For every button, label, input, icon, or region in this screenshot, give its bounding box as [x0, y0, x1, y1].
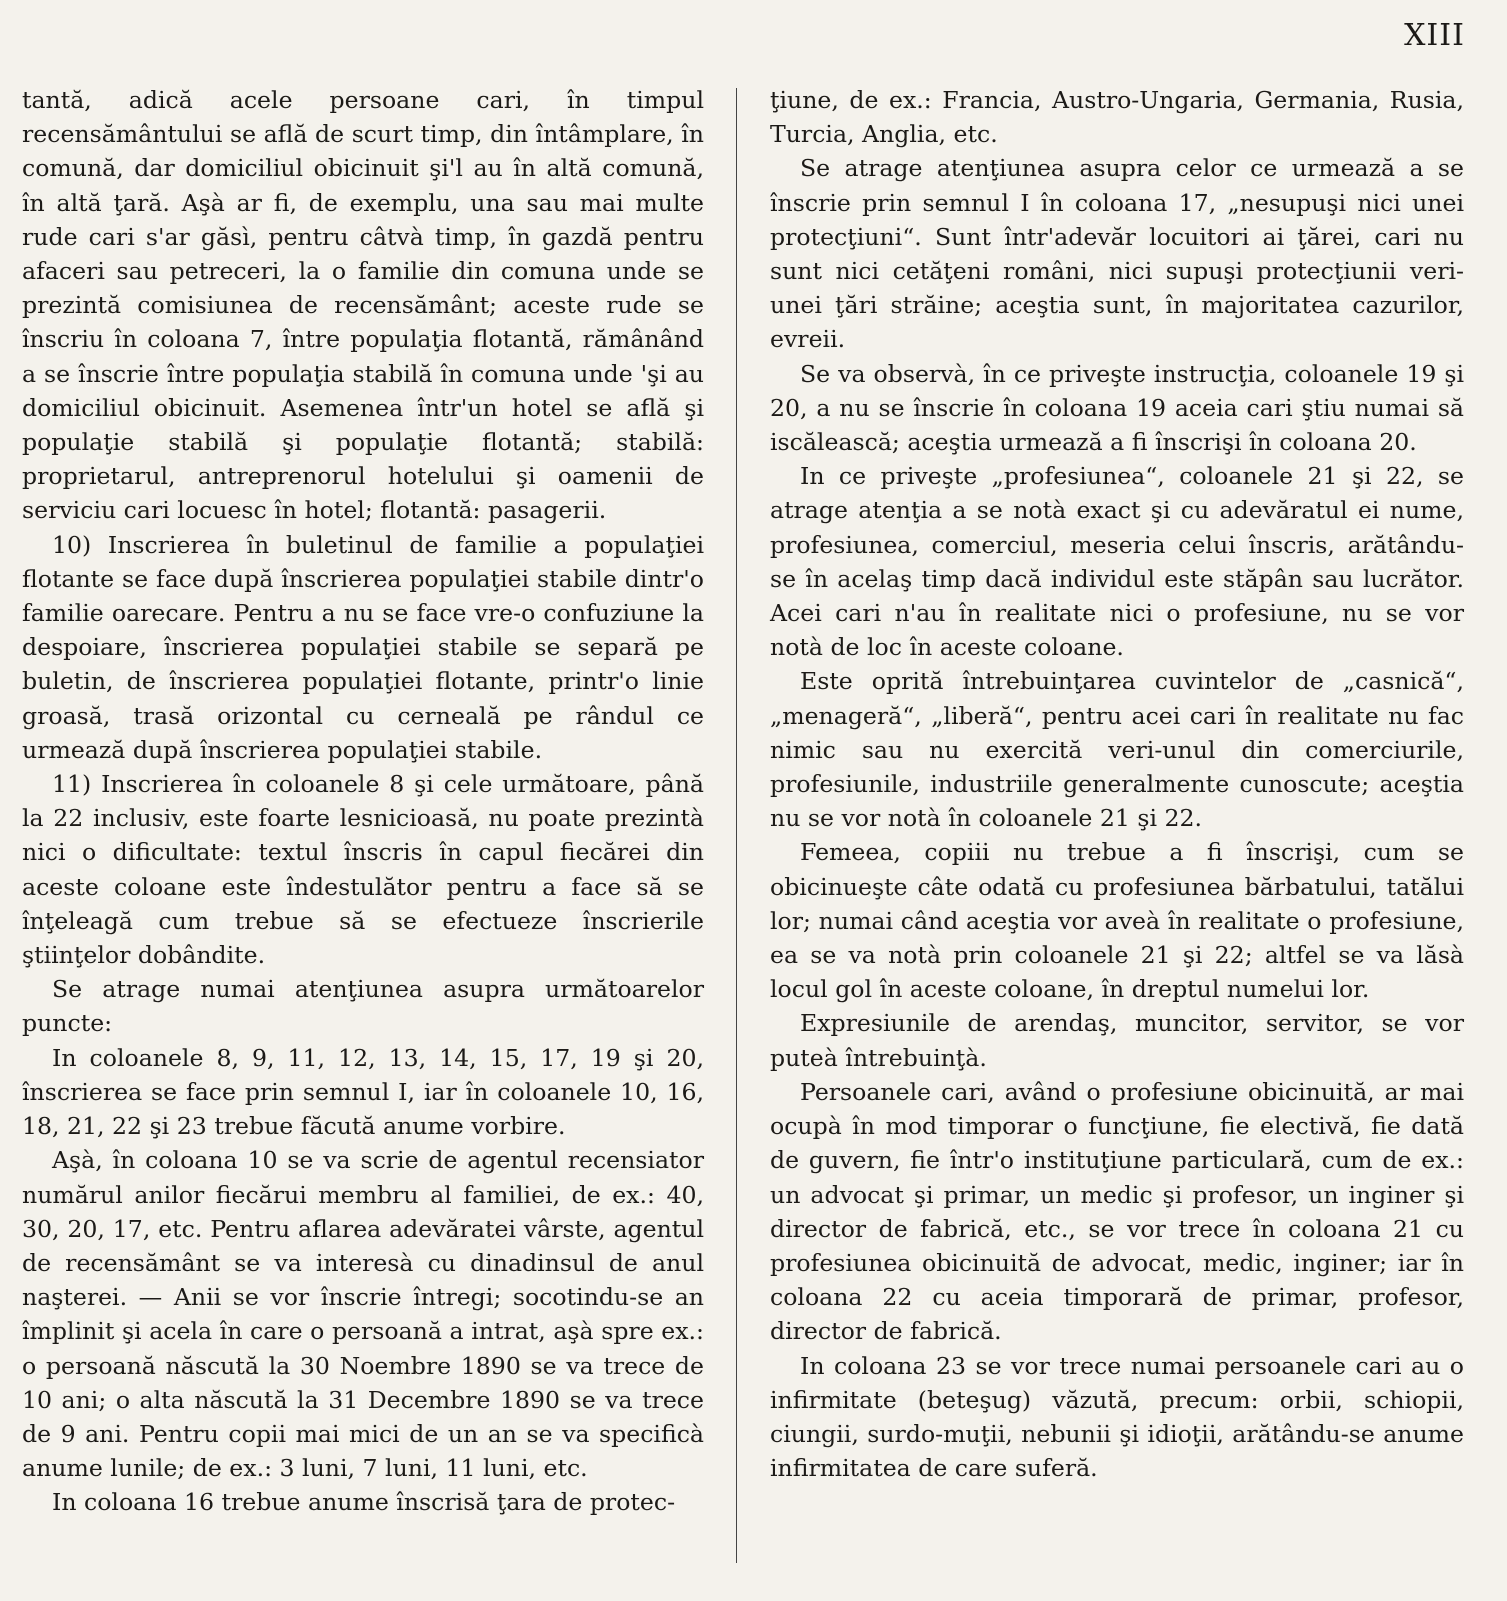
paragraph: Se atrage numai atenţiunea asupra următoarelor puncte:	[22, 975, 704, 1038]
paragraph: Persoanele cari, având o profesiune obicinuită, ar mai ocupà în mod timporar o funcţiune, fie electivă, fie dată de guvern, fie într'o instituţiune particulară, cum de ex.: un advocat şi primar, un medic şi profesor, un inginer şi director de fabrică, etc., se vor trece în coloana 21 cu profesiunea obicinuită de advocat, medic, inginer; iar în coloana 22 cu aceia timporară de primar, profesor, director de fabrică.	[770, 1077, 1464, 1346]
paragraph: Expresiunile de arendaş, muncitor, servitor, se vor puteà întrebuinţà.	[770, 1009, 1464, 1072]
paragraph: ţiune, de ex.: Francia, Austro-Ungaria, Germania, Rusia, Turcia, Anglia, etc.	[770, 86, 1464, 149]
paragraph: In coloana 16 trebue anume înscrisă ţara de protec-	[52, 1488, 676, 1517]
paragraph: Aşà, în coloana 10 se va scrie de agentul recensiator numărul anilor fiecărui membru al familiei, de ex.: 40, 30, 20, 17, etc. Pentru aflarea adevăratei vârste, agentul de recensământ se va interesà cu dinadinsul de anul naşterei. — Anii se vor înscrie întregi; socotindu-se an împlinit şi acela în care o persoană a intrat, aşà spre ex.: o persoană născută la 30 Noembre 1890 se va trece de 10 ani; o alta născută la 31 Decembre 1890 se va trece de 9 ani. Pentru copii mai mici de un an se va specificà anume lunile; de ex.: 3 luni, 7 luni, 11 luni, etc.	[22, 1146, 704, 1483]
right-column	[770, 83, 1464, 1485]
column-divider	[736, 88, 737, 1563]
paragraph: Este oprită întrebuinţarea cuvintelor de „casnică“, „menageră“, „liberă“, pentru acei cari în realitate nu fac nimic sau nu exercită veri-unul din comerciurile, profesiunile, industriile generalmente cunoscute; aceştia nu se vor notà în coloanele 21 şi 22.	[770, 667, 1464, 833]
page-number: XIII	[1404, 18, 1465, 53]
left-column	[22, 83, 704, 1520]
paragraph: In ce priveşte „profesiunea“, coloanele 21 şi 22, se atrage atenţia a se notà exact şi cu adevăratul ei nume, profesiunea, comerciul, meseria celui înscris, arătându-se în acelaş timp dacă individul este stăpân sau lucrător. Acei cari n'au în realitate nici o profesiune, nu se vor notà de loc în aceste coloane.	[770, 462, 1464, 662]
paragraph: Femeea, copiii nu trebue a fi înscrişi, cum se obicinueşte câte odată cu profesiunea bărbatului, tatălui lor; numai când aceştia vor aveà în realitate o profesiune, ea se va notà prin coloanele 21 şi 22; altfel se va lăsà locul gol în aceste coloane, în dreptul numelui lor.	[770, 838, 1464, 1004]
paragraph: Se atrage atenţiunea asupra celor ce urmează a se înscrie prin semnul I în coloana 17, „nesupuşi nici unei protecţiuni“. Sunt într'adevăr locuitori ai ţărei, cari nu sunt nici cetăţeni români, nici supuşi protecţiunii veri-unei ţări străine; aceştia sunt, în majoritatea cazurilor, evreii.	[770, 154, 1464, 354]
paragraph: tantă, adică acele persoane cari, în timpul recensământului se află de scurt timp, din întâmplare, în comună, dar domiciliul obicinuit şi'l au în altă comună, în altă ţară. Aşà ar fi, de exemplu, una sau mai multe rude cari s'ar găsì, pentru câtvà timp, în gazdă pentru afaceri sau petreceri, la o familie din comuna unde se prezintă comisiunea de recensământ; aceste rude se înscriu în coloana 7, între populaţia flotantă, rămânând a se înscrie între populaţia stabilă în comuna unde 'şi au domiciliul obicinuit. Asemenea într'un hotel se află şi populaţie stabilă şi populaţie flotantă; stabilă: proprietarul, antreprenorul hotelului şi oamenii de serviciu cari locuesc în hotel; flotantă: pasagerii.	[22, 86, 704, 525]
paragraph: In coloanele 8, 9, 11, 12, 13, 14, 15, 17, 19 şi 20, înscrierea se face prin semnul I, iar în coloanele 10, 16, 18, 21, 22 şi 23 trebue făcută anume vorbire.	[22, 1043, 704, 1141]
paragraph: 10) Inscrierea în buletinul de familie a populaţiei flotante se face după înscrierea populaţiei stabile dintr'o familie oarecare. Pentru a nu se face vre-o confuziune la despoiare, înscrierea populaţiei stabile se separă pe buletin, de înscrierea populaţiei flotante, printr'o linie groasă, trasă orizontal cu cerneală pe rândul ce urmează după înscrierea populaţiei stabile.	[22, 530, 704, 764]
paragraph: 11) Inscrierea în coloanele 8 şi cele următoare, până la 22 inclusiv, este foarte lesnicioasă, nu poate prezintà nici o dificultate: textul înscris în capul fiecărei din aceste coloane este îndestulător pentru a face să se înţeleagă cum trebue să se efectueze înscrierile ştiinţelor dobândite.	[22, 770, 704, 970]
paragraph: Se va observà, în ce priveşte instrucţia, coloanele 19 şi 20, a nu se înscrie în coloana 19 aceia cari ştiu numai să iscălească; aceştia urmează a fi înscrişi în coloana 20.	[770, 359, 1464, 457]
paragraph: In coloana 23 se vor trece numai persoanele cari au o infirmitate (beteşug) văzută, precum: orbii, schiopii, ciungii, surdo-muţii, nebunii şi idioţii, arătându-se anume infirmitatea de care suferă.	[770, 1351, 1464, 1483]
